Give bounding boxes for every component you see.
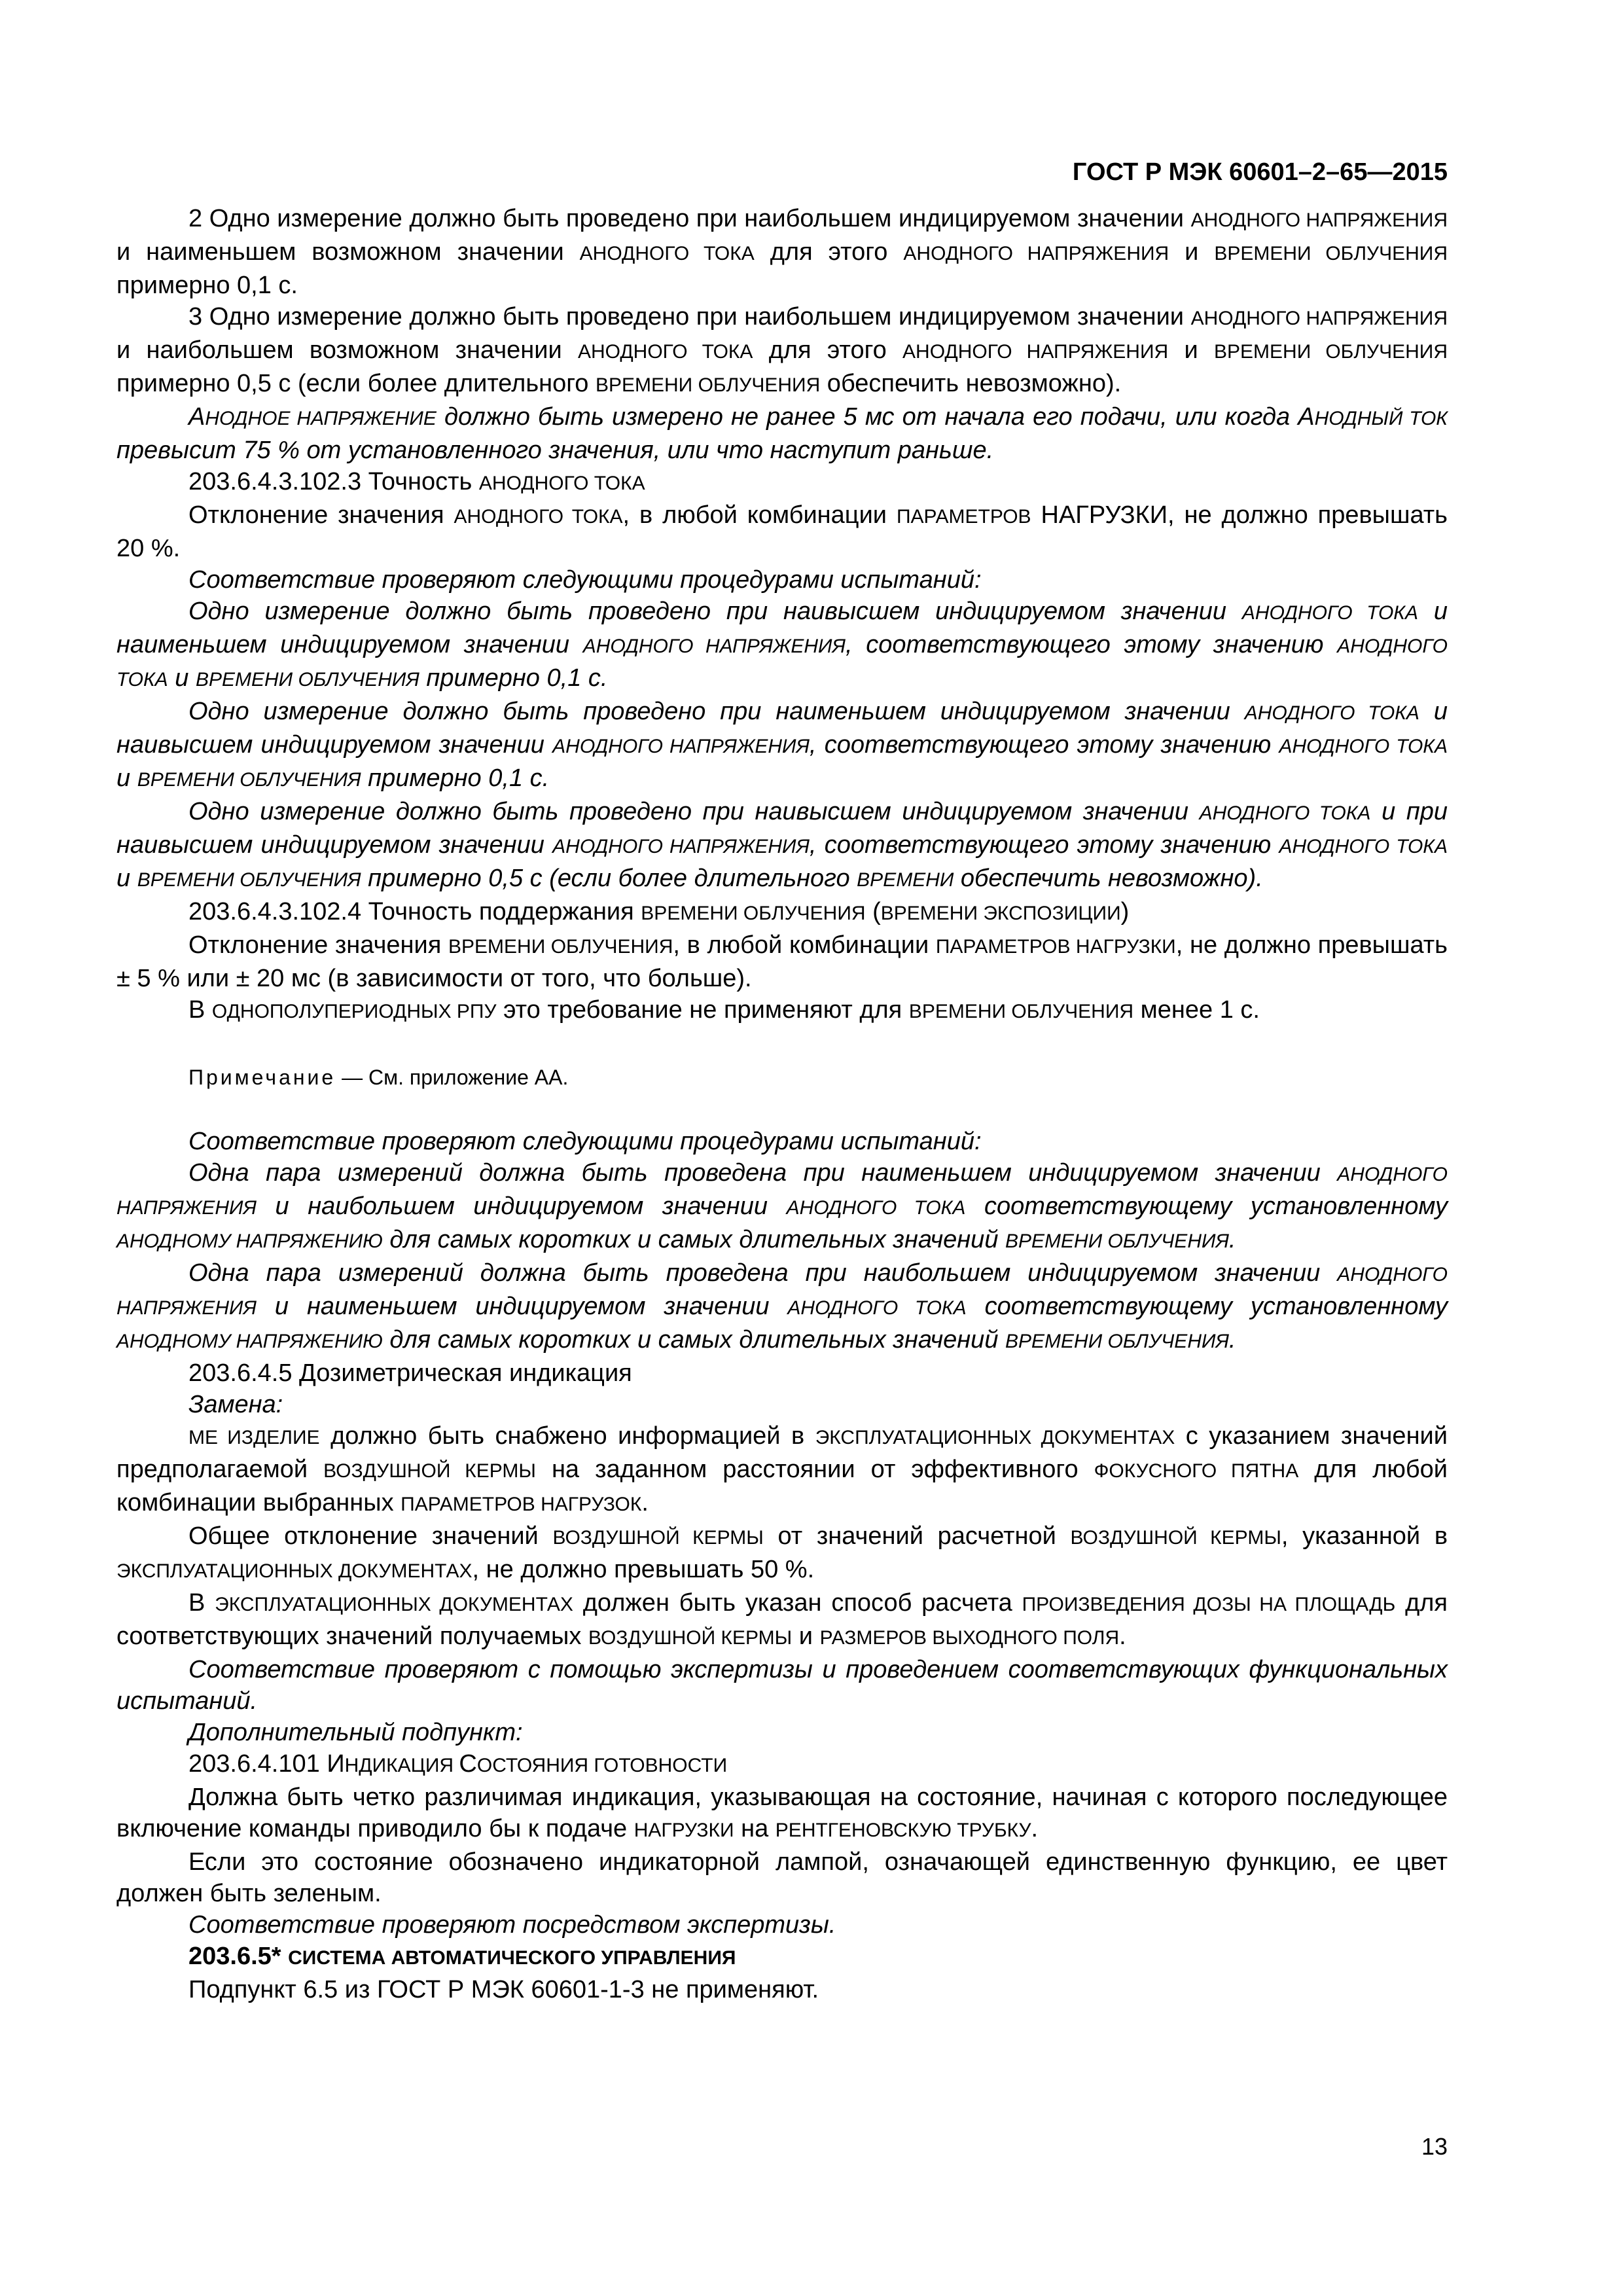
paragraph-additional-subclause: Дополнительный подпункт:	[188, 1719, 523, 1746]
paragraph-test-3: Одно измерение должно быть проведено при наивысшем индицируемом значении АНОДНОГО ТОКА и при наивысшем индицируемом значении АНОДНОГО НАПРЯЖЕНИЯ, соответствующего этому значению АНОДНОГО ТОКА и ВРЕМЕНИ ОБЛУЧЕНИЯ примерно 0,5 с (если более длительного ВРЕМЕНИ обеспечить невозможно).	[116, 798, 1448, 892]
paragraph-dosimetric-info: МЕ ИЗДЕЛИЕ должно быть снабжено информацией в ЭКСПЛУАТАЦИОННЫХ ДОКУМЕНТАХ с указанием значений предполагаемой ВОЗДУШНОЙ КЕРМЫ на заданном расстоянии от эффективного ФОКУСНОГО ПЯТНА для любой комбинации выбранных ПАРАМЕТРОВ НАГРУЗОК.	[116, 1422, 1448, 1516]
paragraph-compliance-expertise-2: Соответствие проверяют посредством экспертизы.	[188, 1911, 836, 1939]
document-page	[116, 156, 1448, 2005]
paragraph-indicator-lamp: Если это состояние обозначено индикаторной лампой, означающей единственную функцию, ее цвет должен быть зеленым.	[116, 1848, 1448, 1907]
paragraph-compliance-check-2: Соответствие проверяют следующими процедурами испытаний:	[188, 1128, 982, 1155]
paragraph-pair-test-2: Одна пара измерений должна быть проведена при наибольшем индицируемом значении АНОДНОГО НАПРЯЖЕНИЯ и наименьшем индицируемом значении АНОДНОГО ТОКА соответствующему установленному АНОДНОМУ НАПРЯЖЕНИЮ для самых коротких и самых длительных значений ВРЕМЕНИ ОБЛУЧЕНИЯ.	[116, 1259, 1448, 1354]
paragraph-test-1: Одно измерение должно быть проведено при наивысшем индицируемом значении АНОДНОГО ТОКА и наименьшем индицируемом значении АНОДНОГО НАПРЯЖЕНИЯ, соответствующего этому значению АНОДНОГО ТОКА и ВРЕМЕНИ ОБЛУЧЕНИЯ примерно 0,1 с.	[116, 598, 1448, 692]
paragraph-replacement-label: Замена:	[188, 1391, 283, 1418]
note-label: Примечание	[188, 1066, 336, 1089]
paragraph-exposure-time-deviation: Отклонение значения ВРЕМЕНИ ОБЛУЧЕНИЯ, в любой комбинации ПАРАМЕТРОВ НАГРУЗКИ, не должно превышать ± 5 % или ± 20 мс (в зависимости от того, что больше).	[116, 931, 1448, 992]
paragraph-pair-test-1: Одна пара измерений должна быть проведена при наименьшем индицируемом значении АНОДНОГО НАПРЯЖЕНИЯ и наибольшем индицируемом значении АНОДНОГО ТОКА соответствующему установленному АНОДНОМУ НАПРЯЖЕНИЮ для самых коротких и самых длительных значений ВРЕМЕНИ ОБЛУЧЕНИЯ.	[116, 1159, 1448, 1253]
section-heading-203-6-4-5: 203.6.4.5 Дозиметрическая индикация	[188, 1359, 632, 1387]
paragraph-item-3: 3 Одно измерение должно быть проведено при наибольшем индицируемом значении АНОДНОГО НАПРЯЖЕНИЯ и наибольшем возможном значении АНОДНОГО ТОКА для этого АНОДНОГО НАПРЯЖЕНИЯ и ВРЕМЕНИ ОБЛУЧЕНИЯ примерно 0,5 с (если более длительного ВРЕМЕНИ ОБЛУЧЕНИЯ обеспечить невозможно).	[116, 303, 1448, 397]
standard-number: ГОСТ Р МЭК 60601–2–65—2015	[1072, 158, 1448, 186]
section-heading-203-6-5: 203.6.5* СИСТЕМА АВТОМАТИЧЕСКОГО УПРАВЛЕНИЯ	[188, 1943, 736, 1970]
paragraph-ready-indication: Должна быть четко различимая индикация, указывающая на состояние, начиная с которого последующее включение команды приводило бы к подаче НАГРУЗКИ на РЕНТГЕНОВСКУЮ ТРУБКУ.	[116, 1784, 1448, 1842]
document-header	[116, 156, 1448, 188]
section-heading-203-6-4-101: 203.6.4.101 ИНДИКАЦИЯ СОСТОЯНИЯ ГОТОВНОСТИ	[188, 1750, 728, 1778]
note-text: — См. приложение АА.	[336, 1066, 569, 1089]
paragraph-not-applicable: Подпункт 6.5 из ГОСТ Р МЭК 60601-1-3 не применяют.	[188, 1976, 819, 2003]
paragraph-compliance-check: Соответствие проверяют следующими процедурами испытаний:	[188, 566, 982, 594]
paragraph-test-2: Одно измерение должно быть проведено при наименьшем индицируемом значении АНОДНОГО ТОКА и наивысшем индицируемом значении АНОДНОГО НАПРЯЖЕНИЯ, соответствующего этому значению АНОДНОГО ТОКА и ВРЕМЕНИ ОБЛУЧЕНИЯ примерно 0,1 с.	[116, 698, 1448, 792]
section-heading-203-6-4-3-102-3: 203.6.4.3.102.3 Точность АНОДНОГО ТОКА	[188, 468, 645, 495]
page-number: 13	[1421, 2133, 1448, 2160]
paragraph-air-kerma-deviation: Общее отклонение значений ВОЗДУШНОЙ КЕРМЫ от значений расчетной ВОЗДУШНОЙ КЕРМЫ, указанной в ЭКСПЛУАТАЦИОННЫХ ДОКУМЕНТАХ, не должно превышать 50 %.	[116, 1522, 1448, 1583]
note	[116, 1063, 1448, 1092]
paragraph-compliance-expertise: Соответствие проверяют с помощью экспертизы и проведением соответствующих функциональных испытаний.	[116, 1656, 1448, 1715]
paragraph-item-2: 2 Одно измерение должно быть проведено при наибольшем индицируемом значении АНОДНОГО НАПРЯЖЕНИЯ и наименьшем возможном значении АНОДНОГО ТОКА для этого АНОДНОГО НАПРЯЖЕНИЯ и ВРЕМЕНИ ОБЛУЧЕНИЯ примерно 0,1 с.	[116, 205, 1448, 299]
paragraph-dap-calculation: В ЭКСПЛУАТАЦИОННЫХ ДОКУМЕНТАХ должен быть указан способ расчета ПРОИЗВЕДЕНИЯ ДОЗЫ НА ПЛОЩАДЬ для соответствующих значений получаемых ВОЗДУШНОЙ КЕРМЫ и РАЗМЕРОВ ВЫХОДНОГО ПОЛЯ.	[116, 1589, 1448, 1650]
paragraph-anode-current-deviation: Отклонение значения АНОДНОГО ТОКА, в любой комбинации ПАРАМЕТРОВ НАГРУЗКИ, не должно превышать 20 %.	[116, 501, 1448, 562]
section-heading-203-6-4-3-102-4: 203.6.4.3.102.4 Точность поддержания ВРЕМЕНИ ОБЛУЧЕНИЯ (ВРЕМЕНИ ЭКСПОЗИЦИИ)	[188, 898, 1130, 925]
paragraph-half-wave-exception: В ОДНОПОЛУПЕРИОДНЫХ РПУ это требование не применяют для ВРЕМЕНИ ОБЛУЧЕНИЯ менее 1 с.	[188, 996, 1260, 1024]
paragraph-anode-voltage-measurement: АНОДНОЕ НАПРЯЖЕНИЕ должно быть измерено не ранее 5 мс от начала его подачи, или когда АНОДНЫЙ ТОК превысит 75 % от установленного значения, или что наступит раньше.	[116, 403, 1448, 464]
